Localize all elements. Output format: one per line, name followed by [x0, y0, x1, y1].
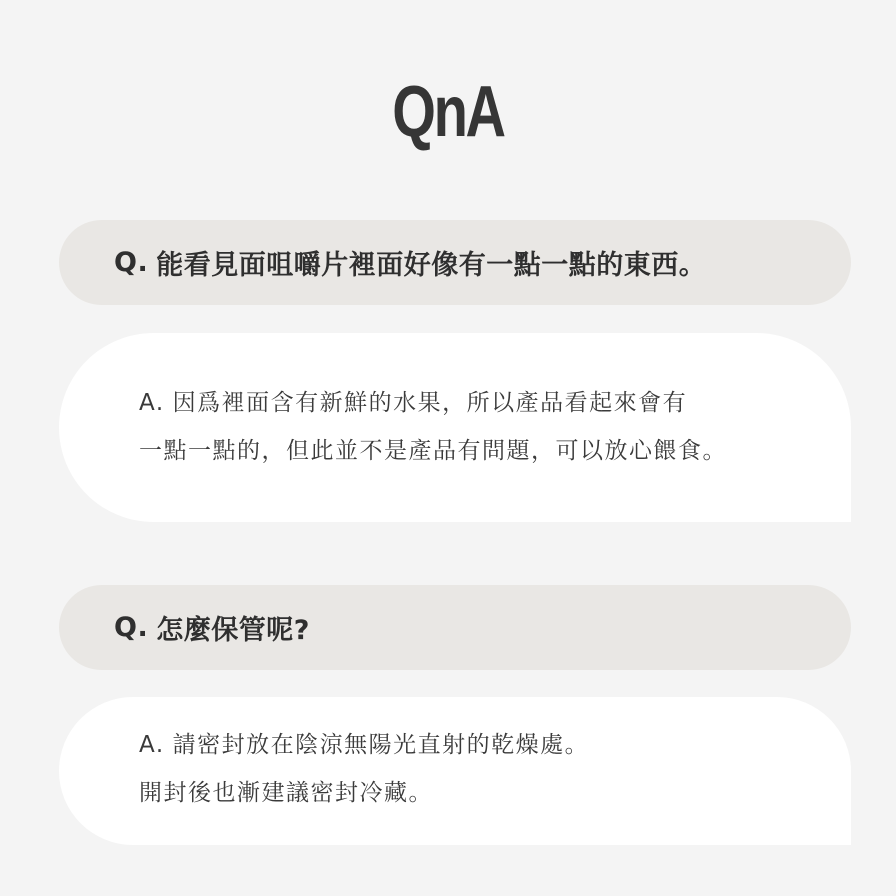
answer-text: 請密封放在陰涼無陽光直射的乾燥處。: [172, 732, 590, 758]
answer-line: [139, 379, 851, 427]
answer-bubble-2: [59, 697, 851, 845]
question-prefix: Q.: [114, 612, 149, 643]
question-text: 怎麼保管呢?: [156, 615, 310, 646]
question-text: 能看見面咀嚼片裡面好像有一點一點的東西。: [156, 250, 707, 281]
question-prefix: Q.: [114, 247, 149, 278]
page-title: QnA: [392, 72, 504, 152]
answer-prefix: A.: [139, 732, 165, 758]
answer-bubble-1: [59, 333, 851, 522]
question-bubble-1: [59, 220, 851, 305]
question-bubble-2: [59, 585, 851, 670]
answer-text: 因爲裡面含有新鮮的水果，所以產品看起來會有: [172, 390, 688, 416]
answer-line: 一點一點的，但此並不是產品有問題，可以放心餵食。: [139, 438, 727, 464]
answer-line: [139, 721, 851, 769]
answer-line: 開封後也漸建議密封冷藏。: [139, 780, 433, 806]
answer-prefix: A.: [139, 390, 165, 416]
